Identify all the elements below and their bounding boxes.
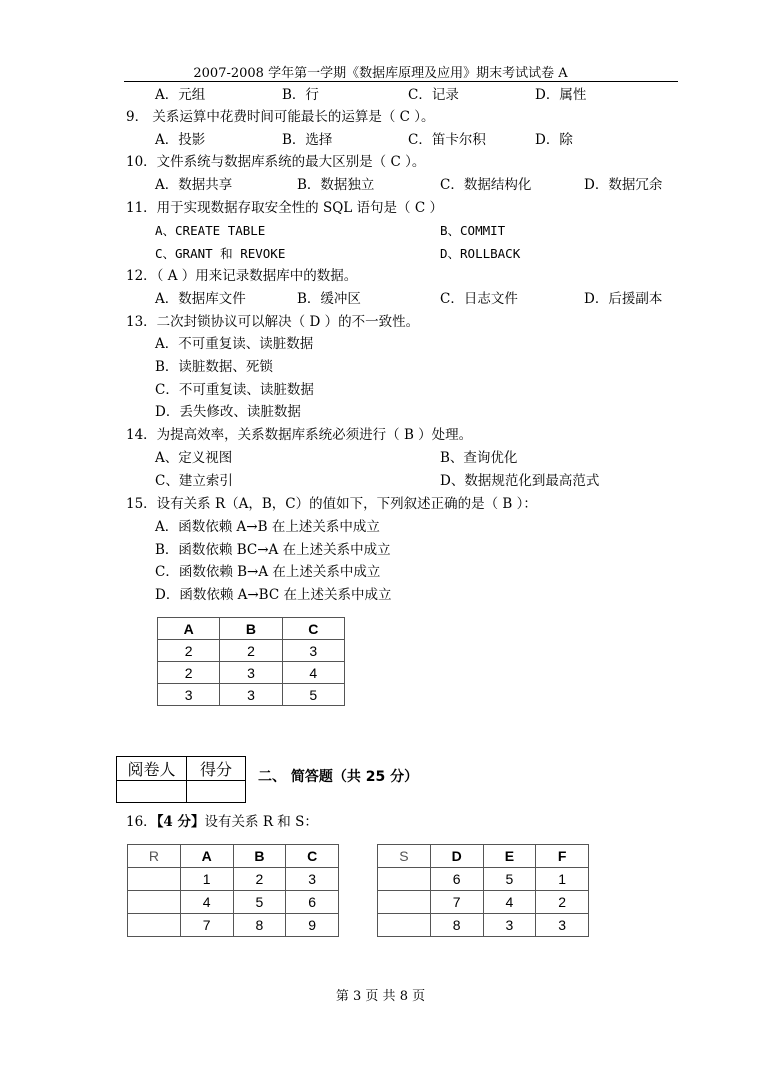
reviewer-label: 阅卷人	[117, 757, 187, 781]
option-a: A、定义视图	[155, 450, 233, 466]
table-cell	[378, 914, 431, 937]
question-stem: 13．二次封锁协议可以解决（ D ）的不一致性。	[126, 314, 420, 330]
option-b: B、COMMIT	[440, 223, 506, 238]
table-cell	[378, 868, 431, 891]
column-header: C	[282, 618, 344, 640]
option-d: D．丢失修改、读脏数据	[155, 404, 301, 420]
table-cell: 3	[483, 914, 536, 937]
reviewer-field[interactable]	[117, 781, 187, 803]
option-d: D．属性	[535, 87, 587, 103]
column-header: E	[483, 845, 536, 868]
question-number: 16．	[126, 814, 157, 830]
question-16	[126, 812, 318, 832]
column-header: D	[430, 845, 483, 868]
option-c: C、GRANT 和 REVOKE	[155, 246, 286, 261]
relation-name: S	[378, 845, 431, 868]
table-cell: 3	[158, 684, 220, 706]
option-c: C．不可重复读、读脏数据	[155, 382, 314, 398]
option-d: D．除	[535, 132, 573, 148]
table-cell: 2	[233, 868, 286, 891]
option-a: A．数据库文件	[155, 291, 246, 307]
column-header: F	[536, 845, 589, 868]
table-cell	[128, 914, 181, 937]
question-stem: 14．为提高效率，关系数据库系统必须进行（ B ）处理。	[126, 427, 473, 443]
option-b: B．数据独立	[297, 177, 375, 193]
table-cell	[128, 868, 181, 891]
option-b: B．函数依赖 BC→A 在上述关系中成立	[155, 542, 391, 558]
table-cell: 5	[233, 891, 286, 914]
table-cell: 3	[220, 684, 282, 706]
option-c: C．函数依赖 B→A 在上述关系中成立	[155, 564, 381, 580]
score-label: 得分	[187, 757, 246, 781]
table-cell: 3	[286, 868, 339, 891]
page-footer: 第 3 页 共 8 页	[335, 989, 426, 1004]
score-box	[116, 756, 246, 803]
question-stem: 11．用于实现数据存取安全性的 SQL 语句是（ C ）	[126, 200, 443, 216]
option-a: A．元组	[155, 87, 206, 103]
option-b: B．读脏数据、死锁	[155, 359, 273, 375]
table-cell: 3	[536, 914, 589, 937]
table-cell: 6	[286, 891, 339, 914]
option-b: B．选择	[282, 132, 333, 148]
table-cell: 3	[282, 640, 344, 662]
table-cell	[378, 891, 431, 914]
option-d: D、ROLLBACK	[440, 246, 521, 261]
table-cell: 2	[158, 662, 220, 684]
table-cell	[128, 891, 181, 914]
question-points: 【4 分】	[156, 814, 205, 830]
column-header: B	[220, 618, 282, 640]
column-header: B	[233, 845, 286, 868]
column-header: A	[180, 845, 233, 868]
question-stem: 设有关系 R 和 S：	[204, 814, 318, 830]
relation-table-r	[127, 844, 339, 937]
option-a: A．不可重复读、读脏数据	[155, 336, 314, 352]
relation-table-q15	[157, 617, 345, 706]
table-cell: 2	[220, 640, 282, 662]
option-c: C．笛卡尔积	[408, 132, 486, 148]
question-stem: 15．设有关系 R（A，B，C）的值如下，下列叙述正确的是（ B ）：	[126, 496, 537, 512]
table-cell: 4	[483, 891, 536, 914]
option-a: A．投影	[155, 132, 206, 148]
table-cell: 3	[220, 662, 282, 684]
option-a: A．函数依赖 A→B 在上述关系中成立	[155, 519, 380, 535]
option-d: D．函数依赖 A→BC 在上述关系中成立	[155, 587, 392, 603]
table-cell: 1	[180, 868, 233, 891]
option-b: B．行	[282, 87, 319, 103]
table-cell: 5	[483, 868, 536, 891]
option-c: C．数据结构化	[440, 177, 532, 193]
question-stem: 9． 关系运算中花费时间可能最长的运算是（ C ）。	[126, 109, 435, 125]
table-cell: 4	[180, 891, 233, 914]
option-b: B．缓冲区	[297, 291, 361, 307]
page-header: 2007-2008 学年第一学期《数据库原理及应用》期末考试试卷 A	[193, 66, 568, 81]
option-d: D、数据规范化到最高范式	[440, 473, 600, 489]
table-cell: 1	[536, 868, 589, 891]
column-header: A	[158, 618, 220, 640]
table-cell: 9	[286, 914, 339, 937]
column-header: C	[286, 845, 339, 868]
option-c: C、建立索引	[155, 473, 233, 489]
table-cell: 2	[158, 640, 220, 662]
score-field[interactable]	[187, 781, 246, 803]
section-title: 二、 简答题（共 25 分）	[258, 769, 419, 785]
option-d: D．后援副本	[584, 291, 663, 307]
relation-name: R	[128, 845, 181, 868]
table-cell: 6	[430, 868, 483, 891]
table-cell: 8	[233, 914, 286, 937]
table-cell: 5	[282, 684, 344, 706]
option-c: C．记录	[408, 87, 459, 103]
question-stem: 12．（ A ）用来记录数据库中的数据。	[126, 268, 358, 284]
header-rule	[124, 81, 678, 82]
option-a: A、CREATE TABLE	[155, 223, 266, 238]
table-cell: 7	[430, 891, 483, 914]
option-c: C．日志文件	[440, 291, 518, 307]
table-cell: 8	[430, 914, 483, 937]
relation-table-s	[377, 844, 589, 937]
table-cell: 4	[282, 662, 344, 684]
table-cell: 2	[536, 891, 589, 914]
option-d: D．数据冗余	[584, 177, 663, 193]
table-cell: 7	[180, 914, 233, 937]
option-a: A．数据共享	[155, 177, 233, 193]
question-stem: 10．文件系统与数据库系统的最大区别是（ C ）。	[126, 154, 426, 170]
option-b: B、查询优化	[440, 450, 518, 466]
